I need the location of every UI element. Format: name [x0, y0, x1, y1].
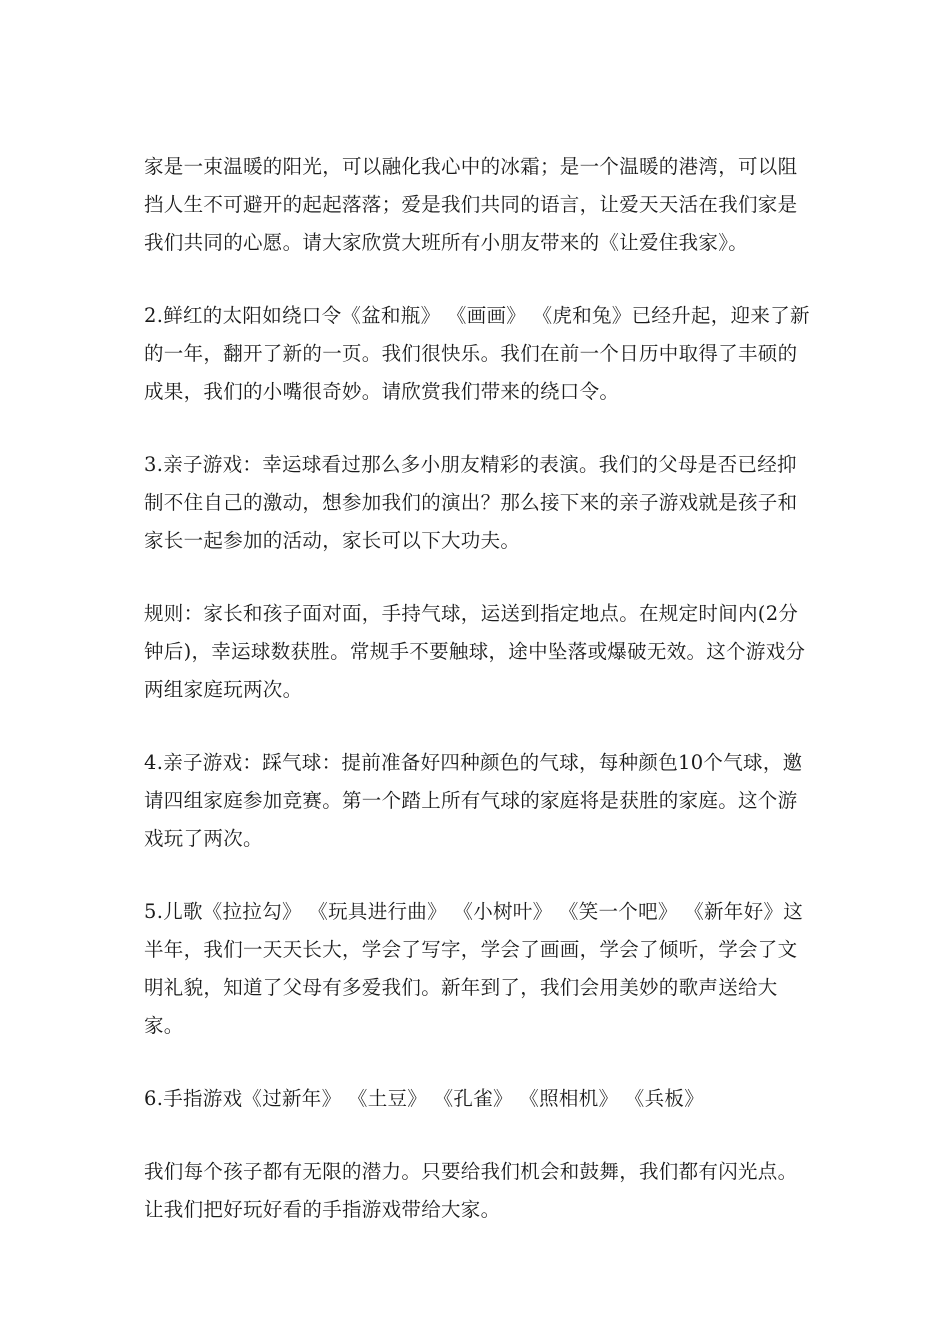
paragraph-finger-games: 6.手指游戏《过新年》 《土豆》 《孔雀》 《照相机》 《兵板》 — [144, 1087, 704, 1110]
paragraph-balloon-game: 4.亲子游戏：踩气球：提前准备好四种颜色的气球，每种颜色10个气球，邀请四组家庭参加竞赛。第一个踏上所有气球的家庭将是获胜的家庭。这个游戏玩了两次。 — [144, 751, 803, 850]
paragraph-tongue-twister: 2.鲜红的太阳如绕口令《盆和瓶》 《画画》 《虎和兔》已经升起，迎来了新的一年，翻开了新的一页。我们很快乐。我们在前一个日历中取得了丰硕的成果，我们的小嘴很奇妙。请欣赏我们带来的绕口令。 — [144, 304, 810, 403]
document-body — [144, 148, 814, 1229]
paragraph-lucky-ball-game: 3.亲子游戏：幸运球看过那么多小朋友精彩的表演。我们的父母是否已经抑制不住自己的激动，想参加我们的演出？那么接下来的亲子游戏就是孩子和家长一起参加的活动，家长可以下大功夫。 — [144, 453, 798, 552]
paragraph-rules: 规则：家长和孩子面对面，手持气球，运送到指定地点。在规定时间内(2分钟后)，幸运球数获胜。常规手不要触球，途中坠落或爆破无效。这个游戏分两组家庭玩两次。 — [144, 602, 806, 701]
paragraph-children-songs: 5.儿歌《拉拉勾》 《玩具进行曲》 《小树叶》 《笑一个吧》 《新年好》这半年，我们一天天长大，学会了写字，学会了画画，学会了倾听，学会了文明礼貌，知道了父母有多爱我们。新年到了，我们会用美妙的歌声送给大家。 — [144, 900, 803, 1037]
paragraph-intro: 家是一束温暖的阳光，可以融化我心中的冰霜；是一个温暖的港湾，可以阻挡人生不可避开的起起落落；爱是我们共同的语言，让爱天天活在我们家是我们共同的心愿。请大家欣赏大班所有小朋友带来的《让爱住我家》。 — [144, 155, 798, 254]
paragraph-closing: 我们每个孩子都有无限的潜力。只要给我们机会和鼓舞，我们都有闪光点。让我们把好玩好看的手指游戏带给大家。 — [144, 1160, 798, 1221]
